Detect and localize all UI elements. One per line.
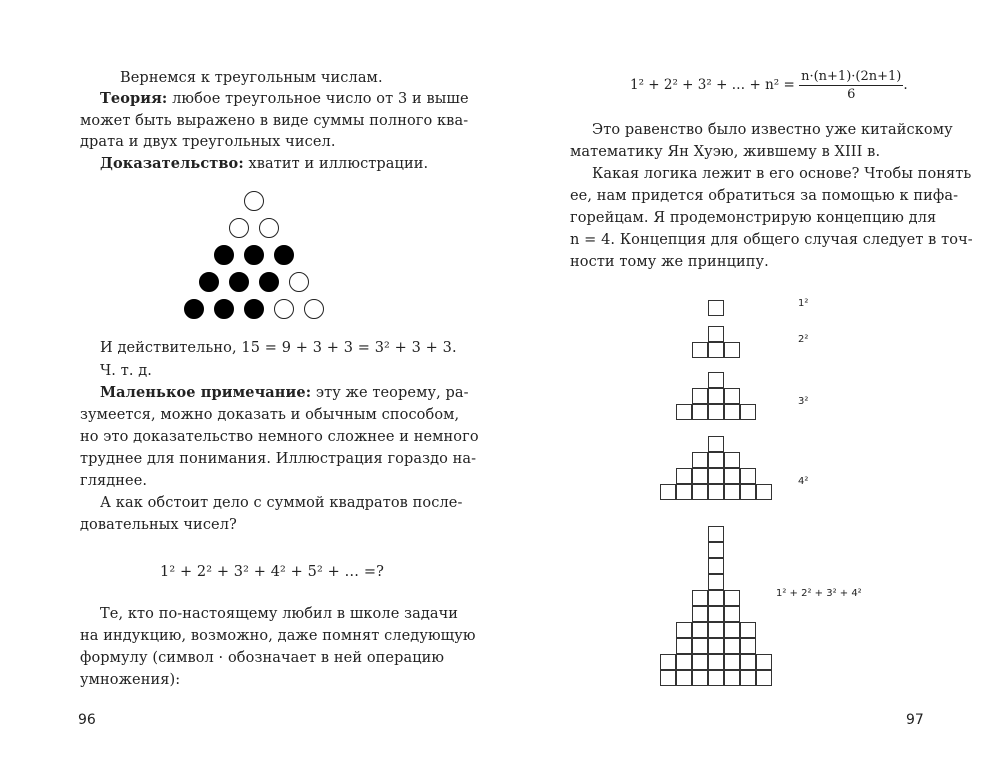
grid-cell	[708, 622, 724, 638]
grid-cell	[708, 388, 724, 404]
grid-cell	[676, 638, 692, 654]
grid-cell	[708, 590, 724, 606]
grid-cell	[740, 468, 756, 484]
label-1-squared: 1²	[798, 298, 809, 309]
filled-dot	[259, 272, 279, 292]
text-line: А как обстоит дело с суммой квадратов после-	[100, 495, 463, 511]
grid-cell	[676, 404, 692, 420]
grid-cell	[724, 484, 740, 500]
grid-cell	[708, 468, 724, 484]
grid-cell	[660, 484, 676, 500]
empty-dot	[304, 299, 324, 319]
grid-cell	[708, 484, 724, 500]
formula-fraction	[799, 68, 903, 103]
sum-formula: 1² + 2² + 3² + 4² + 5² + … =?	[160, 564, 384, 580]
grid-cell	[676, 468, 692, 484]
empty-dot	[289, 272, 309, 292]
grid-cell	[708, 300, 724, 316]
text-line: Те, кто по-настоящему любил в школе задачи	[100, 606, 459, 622]
grid-cell	[708, 670, 724, 686]
grid-cell	[708, 606, 724, 622]
empty-dot	[244, 191, 264, 211]
label-2-squared: 2²	[798, 334, 809, 345]
grid-cell	[724, 670, 740, 686]
empty-dot	[229, 218, 249, 238]
text-line: труднее для понимания. Иллюстрация гораздо на-	[80, 451, 477, 467]
text-line: n = 4. Концепция для общего случая следует в точ-	[570, 232, 973, 248]
text-line: Это равенство было известно уже китайскому	[592, 122, 953, 138]
grid-cell	[692, 622, 708, 638]
grid-cell	[692, 388, 708, 404]
text-line: Вернемся к треугольным числам.	[120, 70, 383, 86]
filled-dot	[184, 299, 204, 319]
text-line: гляднее.	[80, 473, 148, 489]
text-line	[100, 383, 469, 403]
text-line: драта и двух треугольных чисел.	[80, 134, 336, 150]
grid-cell	[724, 638, 740, 654]
grid-cell	[692, 484, 708, 500]
grid-cell	[724, 468, 740, 484]
text-span: любое треугольное число от 3 и выше	[167, 91, 469, 107]
label-sum-squares: 1² + 2² + 3² + 4²	[776, 588, 862, 599]
text-line: довательных чисел?	[80, 517, 237, 533]
grid-cell	[724, 606, 740, 622]
grid-cell	[692, 590, 708, 606]
grid-cell	[724, 622, 740, 638]
grid-cell	[692, 654, 708, 670]
grid-cell	[708, 574, 724, 590]
grid-cell	[740, 670, 756, 686]
filled-dot	[199, 272, 219, 292]
grid-cell	[740, 654, 756, 670]
grid-cell	[708, 452, 724, 468]
filled-dot	[244, 299, 264, 319]
label-4-squared: 4²	[798, 476, 809, 487]
text-line	[100, 89, 469, 109]
grid-cell	[724, 342, 740, 358]
text-line: ности тому же принципу.	[570, 254, 769, 270]
text-line	[100, 154, 428, 174]
grid-cell	[692, 606, 708, 622]
filled-dot	[244, 245, 264, 265]
text-line: зумеется, можно доказать и обычным способом,	[80, 407, 460, 423]
grid-cell	[708, 638, 724, 654]
formula-numerator: n·(n+1)·(2n+1)	[801, 69, 902, 84]
filled-dot	[214, 245, 234, 265]
right-page	[500, 0, 1001, 783]
grid-cell	[692, 670, 708, 686]
formula-trail: .	[903, 77, 908, 93]
grid-cell	[676, 654, 692, 670]
equation-line: И действительно, 15 = 9 + 3 + 3 = 3² + 3 + 3.	[100, 340, 457, 356]
grid-cell	[756, 670, 772, 686]
proof-label: Доказательство:	[100, 155, 244, 172]
grid-cell	[708, 542, 724, 558]
text-line: умножения):	[80, 672, 181, 688]
grid-cell	[708, 326, 724, 342]
grid-cell	[708, 342, 724, 358]
grid-cell	[660, 654, 676, 670]
grid-cell	[708, 526, 724, 542]
left-page	[0, 0, 500, 783]
text-line: на индукцию, возможно, даже помнят следующую	[80, 628, 476, 644]
note-label: Маленькое примечание:	[100, 384, 312, 401]
grid-cell	[756, 654, 772, 670]
grid-cell	[708, 404, 724, 420]
grid-cell	[724, 654, 740, 670]
formula-lhs: 1² + 2² + 3² + … + n² =	[630, 77, 795, 93]
theory-label: Теория:	[100, 90, 168, 107]
grid-cell	[724, 388, 740, 404]
grid-cell	[692, 342, 708, 358]
grid-cell	[708, 558, 724, 574]
sum-of-squares-formula	[630, 68, 908, 103]
page-number: 96	[78, 712, 96, 728]
grid-cell	[708, 436, 724, 452]
grid-cell	[724, 404, 740, 420]
grid-cell	[740, 484, 756, 500]
grid-cell	[708, 372, 724, 388]
grid-cell	[740, 638, 756, 654]
filled-dot	[274, 245, 294, 265]
text-line: но это доказательство немного сложнее и немного	[80, 429, 479, 445]
text-line: Какая логика лежит в его основе? Чтобы понять	[592, 166, 972, 182]
grid-cell	[660, 670, 676, 686]
label-3-squared: 3²	[798, 396, 809, 407]
text-line: горейцам. Я продемонстрирую концепцию для	[570, 210, 937, 226]
grid-cell	[692, 468, 708, 484]
formula-denominator: 6	[847, 87, 856, 102]
text-span: хватит и иллюстрации.	[243, 156, 429, 172]
grid-cell	[692, 452, 708, 468]
grid-cell	[724, 452, 740, 468]
grid-cell	[708, 654, 724, 670]
grid-cell	[740, 622, 756, 638]
filled-dot	[214, 299, 234, 319]
page-number: 97	[906, 712, 924, 728]
grid-cell	[676, 622, 692, 638]
grid-cell	[724, 590, 740, 606]
text-line: ее, нам придется обратиться за помощью к пифа-	[570, 188, 959, 204]
grid-cell	[692, 404, 708, 420]
text-line: математику Ян Хуэю, жившему в XIII в.	[570, 144, 881, 160]
grid-cell	[676, 670, 692, 686]
empty-dot	[274, 299, 294, 319]
grid-cell	[756, 484, 772, 500]
grid-cell	[692, 638, 708, 654]
empty-dot	[259, 218, 279, 238]
text-line: может быть выражено в виде суммы полного ква-	[80, 113, 469, 129]
text-span: эту же теорему, ра-	[311, 385, 469, 401]
text-line: формулу (символ · обозначает в ней операцию	[80, 650, 445, 666]
grid-cell	[676, 484, 692, 500]
grid-cell	[740, 404, 756, 420]
filled-dot	[229, 272, 249, 292]
qed-line: Ч. т. д.	[100, 363, 153, 379]
